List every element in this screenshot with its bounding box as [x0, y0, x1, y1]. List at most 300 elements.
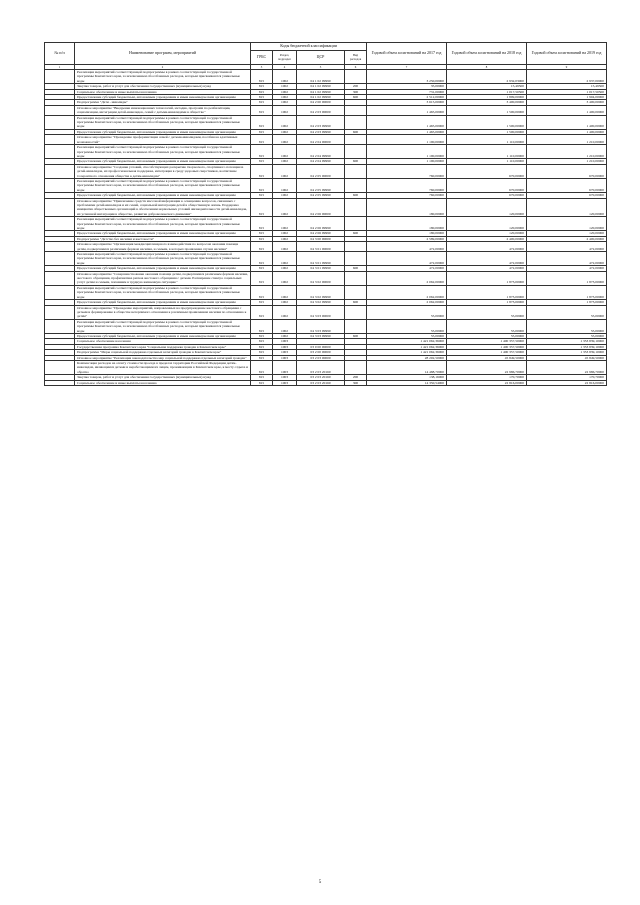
row-2019-cell: 45 849,50000: [527, 355, 607, 360]
row-name-cell: Предоставление субсидий бюджетным, автономным учреждениям и иным некоммерческим организациям: [75, 159, 251, 164]
row-grbs-cell: 815: [251, 105, 273, 115]
row-2018-cell: 472,00000: [447, 252, 527, 266]
table-row: [45, 217, 607, 231]
row-grbs-cell: 815: [251, 164, 273, 178]
row-2017-cell: 35,00000: [367, 84, 447, 89]
row-grbs-cell: 815: [251, 129, 273, 134]
row-csr-cell: 04 3 02 09990: [297, 285, 345, 299]
row-number-cell: [45, 70, 75, 84]
row-2019-cell: 120,00000: [527, 217, 607, 231]
row-csr-cell: 03 2 03 00000: [297, 355, 345, 360]
row-2018-cell: 1 400 357,50000: [447, 344, 527, 349]
table-row: [45, 236, 607, 241]
col-2017-header: Годовой объем ассигнований на 2017 год: [367, 43, 447, 65]
row-2017-cell: 760,00000: [367, 178, 447, 192]
row-2017-cell: 2 512,00000: [367, 95, 447, 100]
row-vr-cell: [345, 178, 367, 192]
row-csr-cell: 04 1 02 09990: [297, 89, 345, 94]
row-vr-cell: 600: [345, 159, 367, 164]
row-name-cell: Основное мероприятие "Привлечение средств массовой информации к освещению вопросов, связанных с проблемами детей-инвалидов и их семей, социальной интеграции детей в общественную жизнь. Поддержка инициатив общественных организаций в обеспечении нормальных условий жизнедеятельности детей-инвалидов, их успешной интеграции в общество, развитие добровольческого движения": [75, 198, 251, 217]
row-2018-cell: 1 500,00000: [447, 115, 527, 129]
table-header: [45, 43, 607, 70]
row-razdel-cell: 1002: [273, 105, 297, 115]
table-row: [45, 193, 607, 198]
row-csr-cell: 04 3 01 09990: [297, 266, 345, 271]
row-2019-cell: 472,00000: [527, 252, 607, 266]
row-vr-cell: 200: [345, 84, 367, 89]
row-razdel-cell: 1002: [273, 193, 297, 198]
row-2018-cell: 22 816,00000: [447, 380, 527, 385]
row-csr-cell: 04 1 02 09990: [297, 70, 345, 84]
row-name-cell: Государственная программа Камчатского края "Социальная поддержка граждан в Камчатском крае": [75, 344, 251, 349]
table-body: [45, 70, 607, 386]
row-name-cell: Реализация мероприятий соответствующей подпрограммы в рамках соответствующей государственной программы Камчатского края, за исключением обособленных расходов, которым присваиваются уникальные коды: [75, 252, 251, 266]
row-csr-cell: 04 3 00 00000: [297, 236, 345, 241]
row-vr-cell: 600: [345, 300, 367, 305]
row-csr-cell: 03 2 03 20160: [297, 375, 345, 380]
row-2017-cell: 1 465,00000: [367, 105, 447, 115]
row-grbs-cell: 815: [251, 350, 273, 355]
row-2017-cell: 1 190,00000: [367, 159, 447, 164]
row-vr-cell: 600: [345, 266, 367, 271]
table-row: [45, 380, 607, 385]
row-razdel-cell: 1002: [273, 89, 297, 94]
row-razdel-cell: 1002: [273, 285, 297, 299]
row-2017-cell: 2 589,00000: [367, 236, 447, 241]
row-grbs-cell: 815: [251, 84, 273, 89]
row-grbs-cell: 815: [251, 319, 273, 333]
row-name-cell: Компенсация расходов на оплату стоимости проезда в пределах территории Российской Федерации детям-инвалидам, являющимся детьми и неработающими их лицам, проживающим в Камчатском крае, к месту отдыха и обратно: [75, 360, 251, 374]
row-number-cell: [45, 145, 75, 159]
row-2019-cell: 1 400,00000: [527, 105, 607, 115]
row-2019-cell: 1 210,00000: [527, 145, 607, 159]
row-razdel-cell: 1002: [273, 266, 297, 271]
row-number-cell: [45, 164, 75, 178]
table-row: [45, 129, 607, 134]
row-2018-cell: 1 873,00000: [447, 285, 527, 299]
row-2018-cell: 670,00000: [447, 193, 527, 198]
row-csr-cell: 04 1 02 09990: [297, 95, 345, 100]
row-vr-cell: [345, 217, 367, 231]
index-cell: 2: [75, 65, 251, 70]
row-number-cell: [45, 115, 75, 129]
row-number-cell: [45, 178, 75, 192]
row-grbs-cell: 815: [251, 242, 273, 252]
row-name-cell: Основное мероприятие "Внедрение инновационных технологий, методик, программ по реабилитации, социализации, интеграции детей-инвалидов, семей с детьми-инвалидами в общество": [75, 105, 251, 115]
row-2017-cell: 55,00000: [367, 333, 447, 338]
index-cell: 4: [273, 65, 297, 70]
row-2017-cell: 1 421 062,36000: [367, 339, 447, 344]
row-name-cell: Реализация мероприятий соответствующей подпрограммы в рамках соответствующей государственной программы Камчатского края, за исключением обособленных расходов, которым присваиваются уникальные коды: [75, 319, 251, 333]
row-2018-cell: 1 400 357,50000: [447, 339, 527, 344]
col-razdel-header: Раздел, подраздел: [273, 51, 297, 65]
row-name-cell: Предоставление субсидий бюджетным, автономным учреждениям и иным некоммерческим организациям: [75, 193, 251, 198]
row-grbs-cell: 815: [251, 266, 273, 271]
index-cell: 6: [345, 65, 367, 70]
row-2018-cell: 120,00000: [447, 231, 527, 236]
row-grbs-cell: 815: [251, 236, 273, 241]
row-2018-cell: 3 400,00000: [447, 100, 527, 105]
table-row: [45, 159, 607, 164]
index-cell: 3: [251, 65, 273, 70]
row-2017-cell: 3 615,00000: [367, 100, 447, 105]
table-row: [45, 70, 607, 84]
col-budget-group-header: Коды бюджетной классификации: [251, 43, 367, 51]
col-2019-header: Годовой объем ассигнований на 2019 год: [527, 43, 607, 65]
row-number-cell: [45, 252, 75, 266]
row-2018-cell: 1 110,00000: [447, 159, 527, 164]
row-2017-cell: 180,00000: [367, 198, 447, 217]
row-2019-cell: 1 400,00000: [527, 129, 607, 134]
row-vr-cell: [345, 198, 367, 217]
row-2017-cell: 14 350,54000: [367, 380, 447, 385]
row-2017-cell: 14 488,70000: [367, 360, 447, 374]
row-name-cell: Социальное обеспечение населения: [75, 339, 251, 344]
row-2019-cell: 1 904,00000: [527, 95, 607, 100]
row-csr-cell: 03 0 00 00000: [297, 344, 345, 349]
row-vr-cell: [345, 164, 367, 178]
row-2019-cell: 1 210,00000: [527, 135, 607, 145]
row-2018-cell: 2 932,03000: [447, 70, 527, 84]
row-vr-cell: [345, 305, 367, 319]
row-2019-cell: 2 937,00000: [527, 70, 607, 84]
row-csr-cell: 04 2 05 00000: [297, 164, 345, 178]
row-name-cell: Основное мероприятие "Реализация законодательства мер социальной поддержки отдельных категорий граждан": [75, 355, 251, 360]
table-row: [45, 84, 607, 89]
row-grbs-cell: 815: [251, 333, 273, 338]
row-number-cell: [45, 271, 75, 285]
row-grbs-cell: 815: [251, 159, 273, 164]
row-vr-cell: [345, 115, 367, 129]
row-2017-cell: 472,00000: [367, 266, 447, 271]
row-razdel-cell: 1002: [273, 100, 297, 105]
col-vr-header: Вид расходов: [345, 51, 367, 65]
row-2019-cell: 1 017,50500: [527, 89, 607, 94]
row-2017-cell: 180,00000: [367, 231, 447, 236]
row-razdel-cell: 1002: [273, 271, 297, 285]
row-number-cell: [45, 319, 75, 333]
table-row: [45, 300, 607, 305]
row-csr-cell: 04 2 03 09990: [297, 115, 345, 129]
row-name-cell: Предоставление субсидий бюджетным, автономным учреждениям и иным некоммерческим организациям: [75, 266, 251, 271]
row-csr-cell: 04 3 01 09990: [297, 252, 345, 266]
row-grbs-cell: 815: [251, 344, 273, 349]
row-name-cell: Предоставление субсидий бюджетным, автономным учреждениям и иным некоммерческим организациям: [75, 129, 251, 134]
row-vr-cell: 600: [345, 231, 367, 236]
row-name-cell: Предоставление субсидий бюджетным, автономным учреждениям и иным некоммерческим организациям: [75, 95, 251, 100]
row-2019-cell: 1 353 839,10000: [527, 350, 607, 355]
row-2019-cell: 1 873,00000: [527, 300, 607, 305]
row-grbs-cell: 815: [251, 95, 273, 100]
table-row: [45, 285, 607, 299]
row-vr-cell: [345, 70, 367, 84]
row-vr-cell: 600: [345, 193, 367, 198]
row-2017-cell: 760,00000: [367, 164, 447, 178]
table-row: [45, 231, 607, 236]
index-cell: 7: [367, 65, 447, 70]
row-2017-cell: 731,00000: [367, 89, 447, 94]
row-2018-cell: 55,00000: [447, 305, 527, 319]
row-2017-cell: 2 062,00000: [367, 300, 447, 305]
row-number-cell: [45, 242, 75, 252]
row-grbs-cell: 815: [251, 198, 273, 217]
row-name-cell: Реализация мероприятий соответствующей подпрограммы в рамках соответствующей государственной программы Камчатского края, за исключением обособленных расходов, которым присваиваются уникальные коды: [75, 178, 251, 192]
row-2019-cell: 1 210,00000: [527, 159, 607, 164]
row-2018-cell: 1 873,00000: [447, 300, 527, 305]
row-2018-cell: 170,70000: [447, 375, 527, 380]
index-cell: 8: [447, 65, 527, 70]
row-2017-cell: 760,00000: [367, 193, 447, 198]
row-csr-cell: 03 2 03 20160: [297, 380, 345, 385]
row-name-cell: Подпрограмма "Меры социальной поддержки отдельных категорий граждан в Камчатском крае": [75, 350, 251, 355]
row-2019-cell: 22 816,00000: [527, 380, 607, 385]
row-2017-cell: 28 202,50000: [367, 355, 447, 360]
row-razdel-cell: 1003: [273, 339, 297, 344]
table-row: [45, 145, 607, 159]
row-csr-cell: 04 1 02 09990: [297, 84, 345, 89]
row-name-cell: Социальное обеспечение и иные выплаты населению: [75, 89, 251, 94]
budget-table: [44, 42, 607, 386]
row-2018-cell: 2 400,00000: [447, 236, 527, 241]
row-2017-cell: 180,00000: [367, 217, 447, 231]
row-2019-cell: 1 353 839,10000: [527, 339, 607, 344]
index-cell: 1: [45, 65, 75, 70]
row-2018-cell: 670,00000: [447, 178, 527, 192]
row-grbs-cell: 815: [251, 355, 273, 360]
row-razdel-cell: 1002: [273, 84, 297, 89]
row-grbs-cell: 815: [251, 360, 273, 374]
row-2018-cell: 472,00000: [447, 266, 527, 271]
row-2017-cell: 3 250,00000: [367, 70, 447, 84]
row-2019-cell: 170,70000: [527, 375, 607, 380]
row-razdel-cell: 1002: [273, 217, 297, 231]
row-vr-cell: 600: [345, 95, 367, 100]
row-name-cell: Закупка товаров, работ и услуг для обеспечения государственных (муниципальных) нужд: [75, 84, 251, 89]
row-vr-cell: [345, 145, 367, 159]
row-grbs-cell: 815: [251, 339, 273, 344]
table-row: [45, 252, 607, 266]
page-number: 5: [318, 880, 322, 885]
row-2018-cell: 1 110,00000: [447, 145, 527, 159]
row-razdel-cell: 1002: [273, 135, 297, 145]
row-csr-cell: 04 2 06 09990: [297, 217, 345, 231]
row-2017-cell: 138,16000: [367, 375, 447, 380]
row-razdel-cell: 1002: [273, 300, 297, 305]
row-2018-cell: 22 986,70000: [447, 360, 527, 374]
row-csr-cell: 04 3 02 09990: [297, 300, 345, 305]
row-2018-cell: 1 899,00000: [447, 95, 527, 100]
row-2018-cell: 1 500,00000: [447, 129, 527, 134]
row-2019-cell: 55,00000: [527, 333, 607, 338]
row-2017-cell: 1 421 062,36000: [367, 350, 447, 355]
col-2018-header: Годовой объем ассигнований на 2018 год: [447, 43, 527, 65]
row-csr-cell: 04 3 01 00000: [297, 242, 345, 252]
row-2019-cell: 1 353 839,10000: [527, 344, 607, 349]
table-row: [45, 115, 607, 129]
row-vr-cell: 300: [345, 380, 367, 385]
row-grbs-cell: 815: [251, 193, 273, 198]
budget-table-sheet: [44, 42, 606, 386]
row-2018-cell: 45 849,50000: [447, 355, 527, 360]
table-row: [45, 266, 607, 271]
row-name-cell: Социальное обеспечение и иные выплаты населению: [75, 380, 251, 385]
table-row: [45, 333, 607, 338]
row-grbs-cell: 815: [251, 135, 273, 145]
row-razdel-cell: 1002: [273, 178, 297, 192]
row-csr-cell: 04 3 02 00000: [297, 271, 345, 285]
row-2018-cell: 15,49500: [447, 84, 527, 89]
row-grbs-cell: 815: [251, 305, 273, 319]
row-razdel-cell: 1002: [273, 129, 297, 134]
row-2017-cell: 1 465,00000: [367, 115, 447, 129]
row-name-cell: Подпрограмма "Дети - инвалиды": [75, 100, 251, 105]
table-row: [45, 164, 607, 178]
table-row: [45, 319, 607, 333]
row-name-cell: Закупка товаров, работ и услуг для обеспечения государственных (муниципальных) нужд: [75, 375, 251, 380]
row-number-cell: [45, 135, 75, 145]
row-2018-cell: 55,00000: [447, 319, 527, 333]
row-name-cell: Основное мероприятие "Проведение мероприятий, направленных на предупреждение жестокого обращения с детьми и формирование в обществе нетерпимого отношения к различным проявлениям насилия по отношению к детям": [75, 305, 251, 319]
row-vr-cell: 600: [345, 333, 367, 338]
row-razdel-cell: 1002: [273, 115, 297, 129]
col-name-header: Наименование программ, мероприятий: [75, 43, 251, 65]
row-razdel-cell: 1002: [273, 95, 297, 100]
row-csr-cell: 04 3 03 09990: [297, 333, 345, 338]
row-2018-cell: 1 400 357,50000: [447, 350, 527, 355]
row-csr-cell: 04 2 06 09990: [297, 231, 345, 236]
row-razdel-cell: 1003: [273, 360, 297, 374]
row-2018-cell: 472,00000: [447, 242, 527, 252]
row-vr-cell: [345, 271, 367, 285]
table-row: [45, 178, 607, 192]
row-2018-cell: 1 017,50500: [447, 89, 527, 94]
col-number-header: № п/п: [45, 43, 75, 65]
row-2017-cell: 1 190,00000: [367, 135, 447, 145]
table-row: [45, 89, 607, 94]
row-number-cell: [45, 198, 75, 217]
row-name-cell: Основное мероприятие "Проведение профориентации семей с детьми-инвалидами, пособия на адаптивных возможностей": [75, 135, 251, 145]
row-name-cell: Предоставление субсидий бюджетным, автономным учреждениям и иным некоммерческим организациям: [75, 300, 251, 305]
row-2017-cell: 2 062,00000: [367, 271, 447, 285]
row-vr-cell: [345, 319, 367, 333]
row-name-cell: Предоставление субсидий бюджетным, автономным учреждениям и иным некоммерческим организациям: [75, 231, 251, 236]
row-razdel-cell: 1002: [273, 145, 297, 159]
row-csr-cell: 04 3 03 09990: [297, 319, 345, 333]
row-grbs-cell: 815: [251, 89, 273, 94]
row-2019-cell: 472,00000: [527, 242, 607, 252]
row-2018-cell: 120,00000: [447, 217, 527, 231]
row-2017-cell: 55,00000: [367, 305, 447, 319]
row-2019-cell: 670,00000: [527, 178, 607, 192]
row-name-cell: Предоставление субсидий бюджетным, автономным учреждениям и иным некоммерческим организациям: [75, 333, 251, 338]
row-name-cell: Реализация мероприятий соответствующей подпрограммы в рамках соответствующей государственной программы Камчатского края, за исключением обособленных расходов, которым присваиваются уникальные коды: [75, 285, 251, 299]
row-name-cell: Основное мероприятие "Совершенствование оказания помощи детям, подвергшимся различным формам насилия, жестокого обращения, профилактика рисков жестокого обращения с детьми. Расширение спектра социальных услуг детям и семьям, попавшим в трудную жизненную ситуацию": [75, 271, 251, 285]
index-cell: 5: [297, 65, 345, 70]
row-2019-cell: 22 986,70000: [527, 360, 607, 374]
row-2019-cell: 1 873,00000: [527, 271, 607, 285]
row-vr-cell: [345, 285, 367, 299]
row-vr-cell: [345, 252, 367, 266]
row-grbs-cell: 815: [251, 145, 273, 159]
row-csr-cell: 04 2 05 09990: [297, 178, 345, 192]
row-2017-cell: 1 421 062,36000: [367, 344, 447, 349]
row-razdel-cell: 1003: [273, 350, 297, 355]
row-2018-cell: 1 873,00000: [447, 271, 527, 285]
row-csr-cell: 04 2 05 09990: [297, 193, 345, 198]
row-csr-cell: 04 2 04 09990: [297, 159, 345, 164]
row-razdel-cell: 1003: [273, 355, 297, 360]
row-2019-cell: 120,00000: [527, 198, 607, 217]
row-vr-cell: 300: [345, 89, 367, 94]
table-row: [45, 344, 607, 349]
table-row: [45, 242, 607, 252]
row-grbs-cell: 815: [251, 100, 273, 105]
table-row: [45, 135, 607, 145]
row-csr-cell: 04 2 06 00000: [297, 198, 345, 217]
row-2017-cell: 1 465,00000: [367, 129, 447, 134]
table-row: [45, 375, 607, 380]
row-razdel-cell: 1002: [273, 231, 297, 236]
row-number-cell: [45, 217, 75, 231]
row-2018-cell: 55,00000: [447, 333, 527, 338]
row-vr-cell: 600: [345, 129, 367, 134]
row-2019-cell: 2 400,00000: [527, 236, 607, 241]
row-csr-cell: 04 2 03 09990: [297, 129, 345, 134]
row-2019-cell: 120,00000: [527, 231, 607, 236]
index-cell: 9: [527, 65, 607, 70]
row-2019-cell: 670,00000: [527, 193, 607, 198]
row-grbs-cell: 815: [251, 285, 273, 299]
row-2017-cell: 1 190,00000: [367, 145, 447, 159]
row-grbs-cell: 815: [251, 300, 273, 305]
row-grbs-cell: 815: [251, 178, 273, 192]
row-2018-cell: 670,00000: [447, 164, 527, 178]
row-2019-cell: 15,49500: [527, 84, 607, 89]
row-vr-cell: [345, 242, 367, 252]
row-razdel-cell: 1003: [273, 380, 297, 385]
row-grbs-cell: 815: [251, 217, 273, 231]
table-row: [45, 105, 607, 115]
row-razdel-cell: 1002: [273, 236, 297, 241]
row-csr-cell: 03 2 00 00000: [297, 350, 345, 355]
table-row: [45, 198, 607, 217]
row-2019-cell: 3 400,00000: [527, 100, 607, 105]
row-name-cell: Основное мероприятие "Создание условий, способствующих раскрытию творческого, спортивного потенциала детей-инвалидов, их профессиональная поддержка, интеграция в среду здоровых сверстников, воспитание толерантного отношения общества к детям-инвалидам": [75, 164, 251, 178]
row-razdel-cell: 1002: [273, 164, 297, 178]
row-2017-cell: 472,00000: [367, 242, 447, 252]
row-grbs-cell: 815: [251, 375, 273, 380]
row-2017-cell: 472,00000: [367, 252, 447, 266]
row-number-cell: [45, 305, 75, 319]
row-2019-cell: 55,00000: [527, 305, 607, 319]
table-row: [45, 271, 607, 285]
row-grbs-cell: 815: [251, 380, 273, 385]
row-number-cell: [45, 285, 75, 299]
row-razdel-cell: 1002: [273, 242, 297, 252]
row-razdel-cell: 1002: [273, 319, 297, 333]
row-razdel-cell: 1002: [273, 159, 297, 164]
row-vr-cell: [345, 135, 367, 145]
row-csr-cell: 04 2 03 00000: [297, 105, 345, 115]
row-grbs-cell: 815: [251, 70, 273, 84]
row-2019-cell: 55,00000: [527, 319, 607, 333]
row-grbs-cell: 815: [251, 115, 273, 129]
row-2017-cell: 55,00000: [367, 319, 447, 333]
row-csr-cell: 04 2 04 00000: [297, 135, 345, 145]
row-csr-cell: 04 3 03 00000: [297, 305, 345, 319]
table-row: [45, 305, 607, 319]
row-grbs-cell: 815: [251, 271, 273, 285]
